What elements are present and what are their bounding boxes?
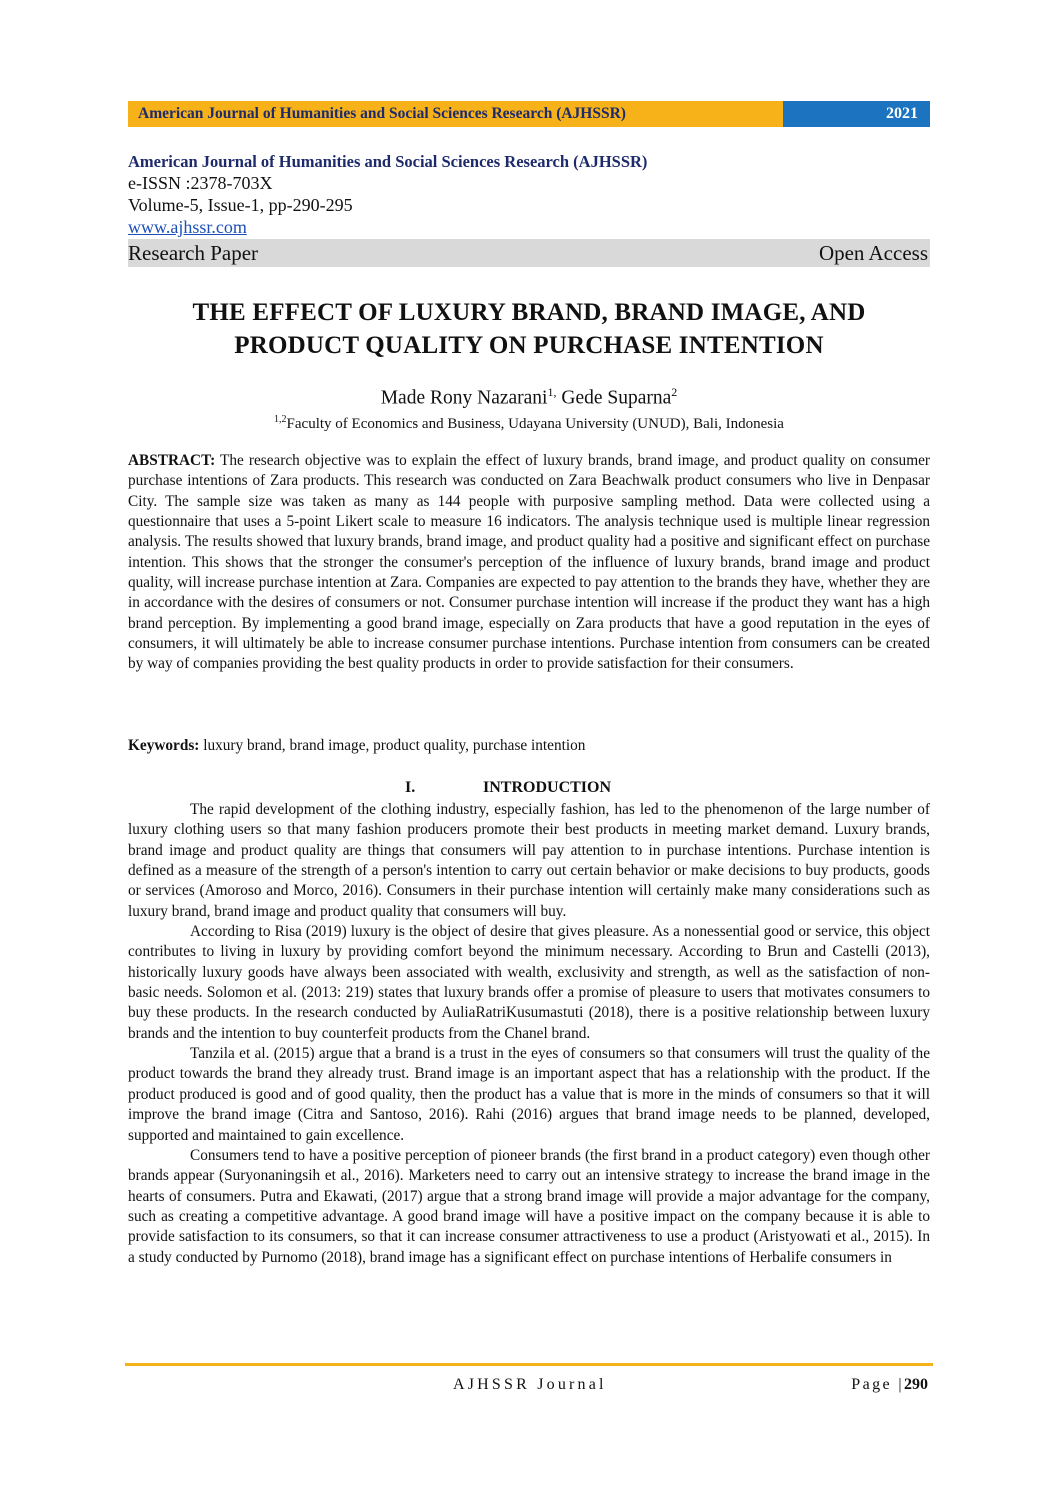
affiliation-sup: 1,2: [274, 414, 287, 425]
article-title: [128, 296, 930, 362]
keywords-label: Keywords:: [128, 737, 200, 754]
footer-divider: [125, 1363, 933, 1366]
paragraph: The rapid development of the clothing industry, especially fashion, has led to the phenomenon of the large number of luxury clothing users so that many fashion producers promote their best products in meeting market demand. Luxury brands, brand image and product quality are things that consumers will pay attention to in purchase intentions. Purchase intention is defined as a measure of the strength of a person's intention to carry out certain behavior or make decisions to buy products, goods or services (Amoroso and Morco, 2016). Consumers in their purchase intention will certainly make many considerations such as luxury brand, brand image and product quality that consumers will buy.: [128, 801, 930, 920]
title-line-2: PRODUCT QUALITY ON PURCHASE INTENTION: [234, 332, 824, 359]
header-year: 2021: [783, 101, 930, 127]
footer-page: [851, 1375, 928, 1395]
author-1: Made Rony Nazarani: [380, 387, 548, 409]
section-title: INTRODUCTION: [483, 779, 612, 796]
keywords: [128, 736, 930, 756]
paper-type: Research Paper: [128, 241, 259, 265]
access-type: Open Access: [818, 241, 928, 265]
journal-meta: [128, 151, 930, 267]
page-number: 290: [904, 1376, 928, 1393]
title-line-1: THE EFFECT OF LUXURY BRAND, BRAND IMAGE, AND: [192, 299, 866, 326]
footer-page-label: Page |: [851, 1376, 904, 1393]
abstract-label: ABSTRACT:: [128, 452, 216, 469]
journal-header-bar: [128, 101, 930, 127]
meta-journal-name: American Journal of Humanities and Social Sciences Research (AJHSSR): [128, 152, 648, 171]
website-link[interactable]: www.ajhssr.com: [128, 217, 247, 237]
author-1-sup: 1,: [547, 385, 557, 399]
affiliation-text: Faculty of Economics and Business, Udayana University (UNUD), Bali, Indonesia: [286, 416, 784, 432]
paragraph: Tanzila et al. (2015) argue that a brand is a trust in the eyes of consumers so that consumers will trust the quality of the product towards the brand they already trust. Brand image is an important aspect that has a relationship with the product. If the product produced is good and of good quality, then the product has a value that is more in the minds of consumers so that it will improve the brand image (Citra and Santoso, 2016). Rahi (2016) argues that brand image needs to be planned, developed, supported and maintained to gain excellence.: [128, 1045, 930, 1144]
introduction-body: [128, 800, 930, 1268]
header-journal-name: American Journal of Humanities and Social Sciences Research (AJHSSR): [128, 101, 783, 127]
meta-issn: e-ISSN :2378-703X: [128, 173, 273, 193]
affiliation: [128, 410, 930, 434]
author-2-sup: 2: [671, 385, 678, 399]
paragraph: According to Risa (2019) luxury is the object of desire that gives pleasure. As a nonessential good or service, this object contributes to living in luxury by providing comfort beyond the minimum necessary. According to Brun and Castelli (2013), historically luxury goods have always been associated with wealth, exclusivity and strength, as well as the satisfaction of non-basic needs. Solomon et al. (2013: 219) states that luxury brands offer a promise of pleasure to users that motivates consumers to buy these products. In the research conducted by AuliaRatriKusumastuti (2018), there is a positive relationship between luxury brands and the intention to buy counterfeit products from the Chanel brand.: [128, 923, 930, 1042]
keywords-text: luxury brand, brand image, product quality, purchase intention: [203, 737, 586, 754]
author-2: Gede Suparna: [561, 387, 672, 409]
abstract-text: The research objective was to explain the effect of luxury brands, brand image, and product quality on consumer purchase intentions of Zara products. This research was conducted on Zara Beachwalk product consumers who live in Denpasar City. The sample size was taken as many as 144 people with purposive sampling method. Data were collected using a questionnaire that uses a 5-point Likert scale to measure 16 indicators. The analysis technique used is multiple linear regression analysis. The results showed that luxury brands, brand image, and product quality had a positive and significant effect on purchase intention. This shows that the stronger the consumer's perception of the influence of luxury brands, brand image and product quality, will increase purchase intention at Zara. Companies are expected to pay attention to the brands they have, whether they are in accordance with the desires of consumers or not. Consumer purchase intention will increase if the product they want has a high brand perception. By implementing a good brand image, especially on Zara products that have a good reputation in the eyes of consumers, it will ultimately be able to increase consumer purchase intentions. Purchase intention from consumers can be created by way of companies providing the best quality products in order to provide satisfaction for their consumers.: [128, 452, 930, 673]
authors: [128, 380, 930, 411]
paper-type-bar: [128, 239, 930, 267]
footer-journal: AJHSSR Journal: [453, 1376, 607, 1393]
meta-volume: Volume-5, Issue-1, pp-290-295: [128, 195, 353, 215]
section-number: I.: [405, 779, 416, 796]
abstract: [128, 451, 930, 675]
paragraph: Consumers tend to have a positive perception of pioneer brands (the first brand in a product category) even though other brands appear (Suryonaningsih et al., 2016). Marketers need to carry out an intensive strategy to increase the brand image in the hearts of consumers. Putra and Ekawati, (2017) argue that a strong brand image will provide a major advantage for the company, such as creating a competitive advantage. A good brand image will have a positive impact on the company because it is able to provide satisfaction to its consumers, so that it can increase consumer attractiveness to use a product (Aristyowati et al., 2015). In a study conducted by Purnomo (2018), brand image has a significant effect on purchase intentions of Herbalife consumers in: [128, 1146, 930, 1266]
